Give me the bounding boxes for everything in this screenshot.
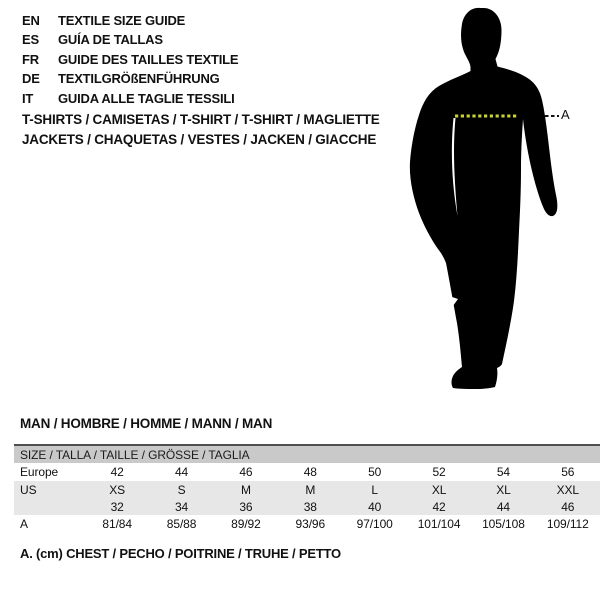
size-table: [14, 444, 600, 533]
table-cell: 50: [368, 465, 382, 479]
table-cell: 32: [110, 499, 124, 514]
table-cell: 101/104: [417, 517, 461, 531]
table-cell: 44: [496, 499, 511, 514]
row-label: Europe: [20, 465, 59, 479]
table-cell: L: [371, 482, 378, 497]
table-row: [14, 515, 600, 533]
table-cell: 42: [110, 465, 124, 479]
language-title: TEXTILE SIZE GUIDE: [58, 13, 186, 28]
language-title: TEXTILGRÖßENFÜHRUNG: [58, 71, 220, 87]
row-label: A: [20, 517, 28, 531]
table-cell: 44: [174, 465, 189, 479]
table-cell: XL: [496, 482, 511, 497]
table-cell: XL: [431, 482, 447, 497]
table-cell: 46: [239, 465, 253, 479]
table-cell: 89/92: [231, 517, 261, 531]
table-cell: S: [177, 482, 186, 497]
language-code: FR: [22, 51, 39, 67]
table-cell: 85/88: [166, 517, 197, 531]
language-title: GUIDE DES TAILLES TEXTILE: [58, 51, 239, 67]
category-line: T-SHIRTS / CAMISETAS / T-SHIRT / T-SHIRT / MAGLIETTE: [22, 112, 380, 127]
table-cell: 36: [239, 499, 253, 514]
table-row: [14, 498, 600, 515]
table-cell: 97/100: [356, 517, 393, 531]
table-cell: 93/96: [295, 517, 326, 531]
table-cell: 42: [432, 499, 446, 514]
language-code: IT: [22, 90, 34, 106]
measure-label-a: A: [561, 107, 570, 122]
table-cell: 52: [432, 465, 446, 479]
language-title: GUIDA ALLE TAGLIE TESSILI: [58, 90, 235, 106]
table-cell: 48: [303, 465, 317, 479]
table-cell: 109/112: [546, 517, 589, 531]
table-cell: 40: [368, 499, 382, 514]
table-cell: 81/84: [102, 517, 132, 531]
language-title: GUÍA DE TALLAS: [58, 32, 163, 48]
category-line: JACKETS / CHAQUETAS / VESTES / JACKEN / GIACCHE: [22, 131, 377, 147]
table-cell: XS: [109, 482, 126, 497]
man-silhouette-body: [410, 8, 558, 389]
language-code: EN: [22, 13, 40, 28]
table-cell: XXL: [556, 482, 579, 497]
section-title: MAN / HOMBRE / HOMME / MANN / MAN: [20, 416, 273, 431]
language-code: DE: [22, 71, 40, 87]
size-table-header: SIZE / TALLA / TAILLE / GRÖSSE / TAGLIA: [14, 446, 600, 463]
table-cell: 34: [174, 499, 189, 514]
footnote: A. (cm) CHEST / PECHO / POITRINE / TRUHE / PETTO: [20, 546, 341, 561]
table-cell: M: [240, 482, 251, 497]
row-label: US: [20, 482, 37, 497]
table-row: [14, 463, 600, 481]
table-cell: 38: [303, 499, 317, 514]
table-cell: 46: [561, 499, 575, 514]
table-cell: 54: [496, 465, 511, 479]
table-cell: 105/108: [482, 517, 525, 531]
table-cell: 56: [561, 465, 575, 479]
table-row: [14, 481, 600, 498]
language-code: ES: [22, 32, 39, 48]
table-cell: M: [305, 482, 316, 497]
